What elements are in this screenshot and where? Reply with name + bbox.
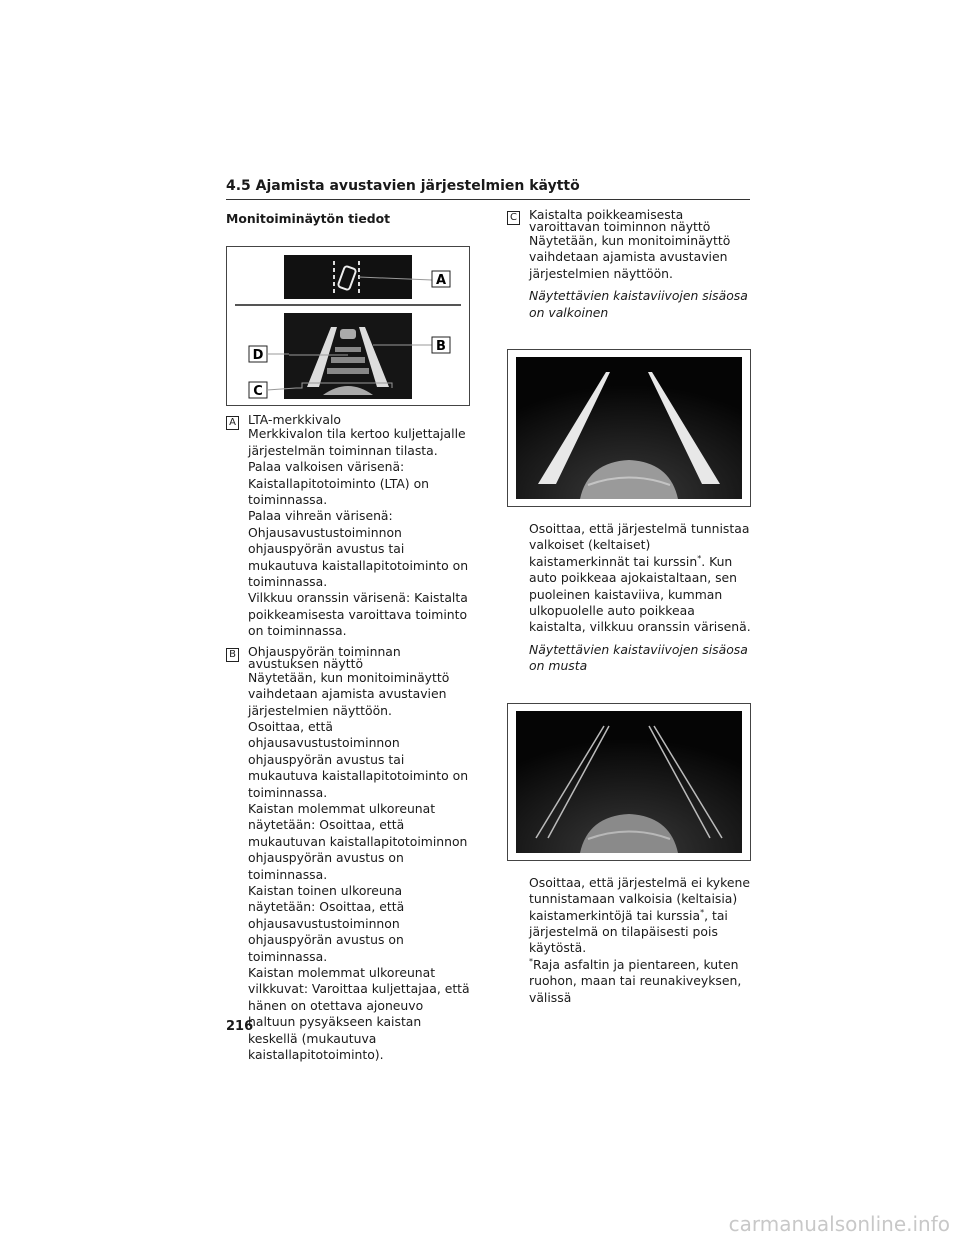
item-a-letter: A <box>226 416 239 430</box>
item-a-line: Palaa valkoisen värisenä: Kaistallapitotoiminto (LTA) on toiminnassa. <box>248 459 430 508</box>
monitor-diagram-figure <box>226 246 470 406</box>
item-c-letter: C <box>507 211 520 225</box>
watermark: carmanualsonline.info <box>728 1212 950 1236</box>
label-d <box>249 346 267 363</box>
section-heading: Monitoiminäytön tiedot <box>226 211 391 226</box>
desc-black-lanes: Osoittaa, että järjestelmä ei kykene tunnistamaan valkoisia (keltaisia) kaistamerkintöjä tai kurssia*, tai järjestelmä on tilapäisesti pois käytöstä. <box>529 874 750 956</box>
lta-indicator-panel <box>284 255 412 299</box>
item-b-line: Kaistan molemmat ulkoreunat näytetään: Osoittaa, että mukautuvan kaistallapitotoiminnon ohjauspyörän avustus on toiminnassa. <box>248 800 468 882</box>
item-b-line: Osoittaa, että ohjausavustustoiminnon ohjauspyörän avustus tai mukautuva kaistallapitotoiminto on toiminnassa. <box>248 718 469 800</box>
item-b-line: Kaistan molemmat ulkoreunat vilkkuvat: Varoittaa kuljettajaa, että hänen on otettava ajoneuvo haltuun pysyäkseen kaistan keskellä (mukautuva kaistallapitotoiminto). <box>248 965 470 1063</box>
lane-black-illustration <box>508 704 750 860</box>
item-b-letter: B <box>226 648 239 662</box>
svg-text:C: C <box>253 384 263 400</box>
item-b-line: Näytetään, kun monitoiminäyttö vaihdetaan ajamista avustavien järjestelmien näyttöön. <box>248 669 450 718</box>
page-number: 216 <box>226 1019 254 1034</box>
item-c-line: Näytetään, kun monitoiminäyttö vaihdetaan ajamista avustavien järjestelmien näyttöön. <box>529 233 731 281</box>
label-c <box>249 382 267 399</box>
monitor-diagram <box>227 247 469 405</box>
lane-white-figure <box>507 349 751 507</box>
item-a-line: Vilkkuu oranssin värisenä: Kaistalta poikkeamisesta varoittava toiminto on toiminnassa. <box>248 590 468 639</box>
label-a <box>432 271 450 288</box>
svg-text:D: D <box>252 348 264 364</box>
item-a-line: Merkkivalon tila kertoo kuljettajalle järjestelmän toiminnan tilasta. <box>248 426 466 458</box>
item-b-line: Kaistan toinen ulkoreuna näytetään: Osoittaa, että ohjausavustustoiminnon ohjauspyörän avustus on toiminnassa. <box>248 882 405 964</box>
label-b <box>432 337 450 354</box>
caption-white-lanes: Näytettävien kaistaviivojen sisäosa on valkoinen <box>529 288 748 320</box>
svg-text:B: B <box>436 339 446 355</box>
caption-black-lanes: Näytettävien kaistaviivojen sisäosa on musta <box>529 641 748 674</box>
item-a <box>226 414 472 639</box>
item-a-title: LTA-merkkivalo <box>248 412 342 428</box>
lane-black-figure <box>507 703 751 861</box>
item-c-title: Kaistalta poikkeamisesta varoittavan toiminnon näyttö <box>529 207 711 234</box>
item-c <box>507 209 751 1006</box>
lane-white-illustration <box>508 350 750 506</box>
item-b-title: Ohjauspyörän toiminnan avustuksen näyttö <box>248 643 401 671</box>
item-a-line: Palaa vihreän värisenä: Ohjausavustustoiminnon ohjauspyörän avustus tai mukautuva kaistallapitotoiminto on toiminnassa. <box>248 508 469 590</box>
left-column <box>226 211 472 1069</box>
svg-text:A: A <box>435 273 447 289</box>
section-header: 4.5 Ajamista avustavien järjestelmien käyttö <box>226 178 750 200</box>
desc-white-lanes: Osoittaa, että järjestelmä tunnistaa valkoiset (keltaiset) kaistamerkinnät tai kurssin*. Kun auto poikkeaa ajokaistaltaan, sen puoleinen kaistaviiva, kumman ulkopuolelle auto poikkeaa kaistalta, vilkkuu oranssin värisenä. <box>529 521 751 635</box>
right-column <box>507 209 751 1012</box>
footnote: *Raja asfaltin ja pientareen, kuten ruohon, maan tai reunakiveyksen, välissä <box>529 956 742 1005</box>
item-b <box>226 643 472 1064</box>
